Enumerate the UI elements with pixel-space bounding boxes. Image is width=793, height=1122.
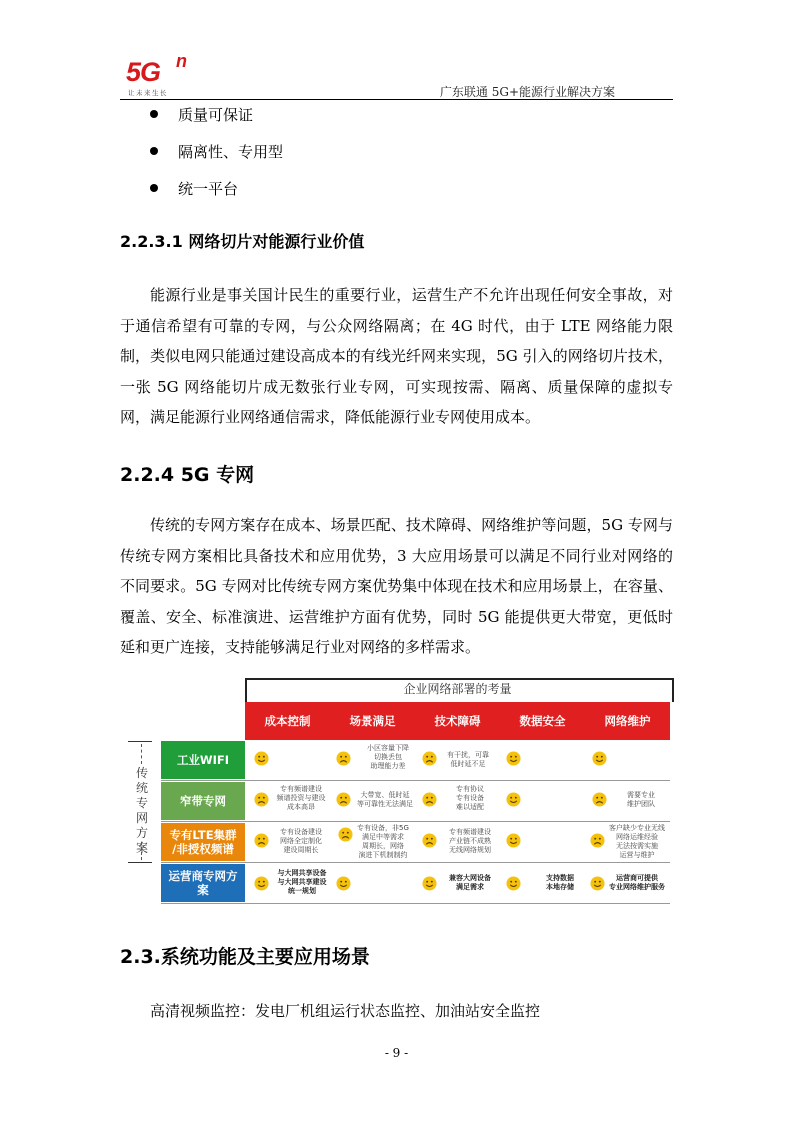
bullet-item [150,104,253,124]
bullet-item [150,178,238,198]
smiley-sad-icon [336,751,351,766]
column-header-data-security: 数据安全 [500,702,585,740]
cell-note: 大带宽、低时延 等可靠性无法满足 [357,791,413,808]
row-label-narrowband: 窄带专网 [161,782,245,820]
row-divider [161,780,670,781]
figure-title: 企业网络部署的考量 [403,682,512,696]
brand-logo [126,51,196,97]
bracket-bottom [128,862,152,863]
smiley-happy-icon [592,751,607,766]
smiley-happy-icon [506,792,521,807]
smiley-happy-icon [506,833,521,848]
logo-tagline: 让未来生长 [128,90,168,97]
cell-note: 兼容大网设备 满足需求 [449,874,491,891]
row-divider [161,862,670,863]
smiley-happy-icon [254,751,269,766]
bullet-text: 质量可保证 [178,106,254,124]
row-divider [161,903,670,904]
side-caption: 传统专网方案 [135,766,148,855]
bracket-line [141,744,142,764]
paragraph-private-network: 传统的专网方案存在成本、场景匹配、技术障碍、网络维护等问题，5G 专网与传统专网方案相比具备技术和应用优势，3 大应用场景可以满足不同行业对网络的不同要求。5G 专网对比传统专网方案优势集中体现在技术和应用场景上，在容量、覆盖、安全、标准演进、运营维护方面有优势，同时 5G 能提供更大带宽，更低时延和更广连接，支持能够满足行业对网络的多样需求。 [120,516,673,656]
smiley-happy-icon [590,876,605,891]
smiley-happy-icon [422,876,437,891]
application-scenario-line: 高清视频监控：发电厂机组运行状态监控、加油站安全监控 [150,1002,541,1020]
section-heading-23: 2.3.系统功能及主要应用场景 [120,946,370,968]
smiley-happy-icon [506,751,521,766]
column-header-tech-barrier: 技术障碍 [415,702,500,740]
row-label-lte: 专有LTE集群 /非授权频谱 [161,823,245,861]
section-heading-2231: 2.2.3.1 网络切片对能源行业价值 [120,232,365,251]
cell-note: 运营商可提供 专业网络维护服务 [609,874,665,891]
smiley-happy-icon [336,876,351,891]
column-header-maintenance: 网络维护 [585,702,670,740]
row-divider [161,821,670,822]
cell-note: 专有设备建设 网络全定制化 建设周期长 [280,828,322,854]
column-header-cost: 成本控制 [245,702,330,740]
cell-note: 支持数据 本地存储 [546,874,574,891]
header-divider [120,99,673,100]
smiley-sad-icon [592,792,607,807]
cell-note: 专有协议 专有设备 难以适配 [456,785,484,811]
cell-note: 专有频谱建设 频谱投资与建设 成本高昂 [276,785,326,811]
logo-superscript: n [176,51,187,71]
smiley-sad-icon [254,833,269,848]
bracket-top [128,741,152,742]
bullet-item [150,141,283,161]
smiley-happy-icon [254,876,269,891]
smiley-sad-icon [422,751,437,766]
smiley-sad-icon [422,792,437,807]
row-label-operator: 运营商专网方 案 [161,864,245,902]
smiley-sad-icon [590,833,605,848]
bullet-dot-icon [150,184,158,192]
cell-note: 有干扰，可靠 低时延不足 [447,751,489,768]
cell-note: 需要专业 维护团队 [627,791,655,808]
row-label-wifi: 工业WIFI [161,741,245,779]
cell-note: 与大网共享设备 与大网共享建设 统一规划 [277,869,327,895]
running-header-title: 广东联通 5G+能源行业解决方案 [439,85,615,99]
cell-note: 专有设备，非5G 满足中等需求 周期长，网络 演进下机制制约 [357,824,409,859]
cell-note: 小区容量下降 切换丢包 助理能力差 [367,744,409,770]
smiley-sad-icon [336,792,351,807]
paragraph-slicing-value: 能源行业是事关国计民生的重要行业，运营生产不允许出现任何安全事故，对于通信希望有可靠的专网，与公众网络隔离；在 4G 时代，由于 LTE 网络能力限制，类似电网只能通过建设高成本的有线光纤网来实现，5G 引入的网络切片技术，一张 5G 网络能切片成无数张行业专网，可实现按需、隔离、质量保障的虚拟专网，满足能源行业网络通信需求，降低能源行业专网使用成本。 [120,286,673,426]
logo-5g-text: 5G [126,57,161,87]
cell-note: 专有频谱建设 产业链不成熟 无线网络规划 [449,828,491,854]
smiley-happy-icon [506,876,521,891]
bracket-line [141,842,142,860]
section-heading-224: 2.2.4 5G 专网 [120,464,255,486]
page-number: - 9 - [384,1046,409,1060]
bullet-dot-icon [150,147,158,155]
bullet-text: 统一平台 [178,180,239,198]
bullet-dot-icon [150,110,158,118]
column-header-scenario: 场景满足 [330,702,415,740]
cell-note: 客户缺少专业无线 网络运维经验 无法按需实施 运营与维护 [609,824,665,859]
smiley-sad-icon [422,833,437,848]
network-comparison-figure [120,678,673,904]
bullet-text: 隔离性、专用型 [178,143,284,161]
smiley-sad-icon [254,792,269,807]
